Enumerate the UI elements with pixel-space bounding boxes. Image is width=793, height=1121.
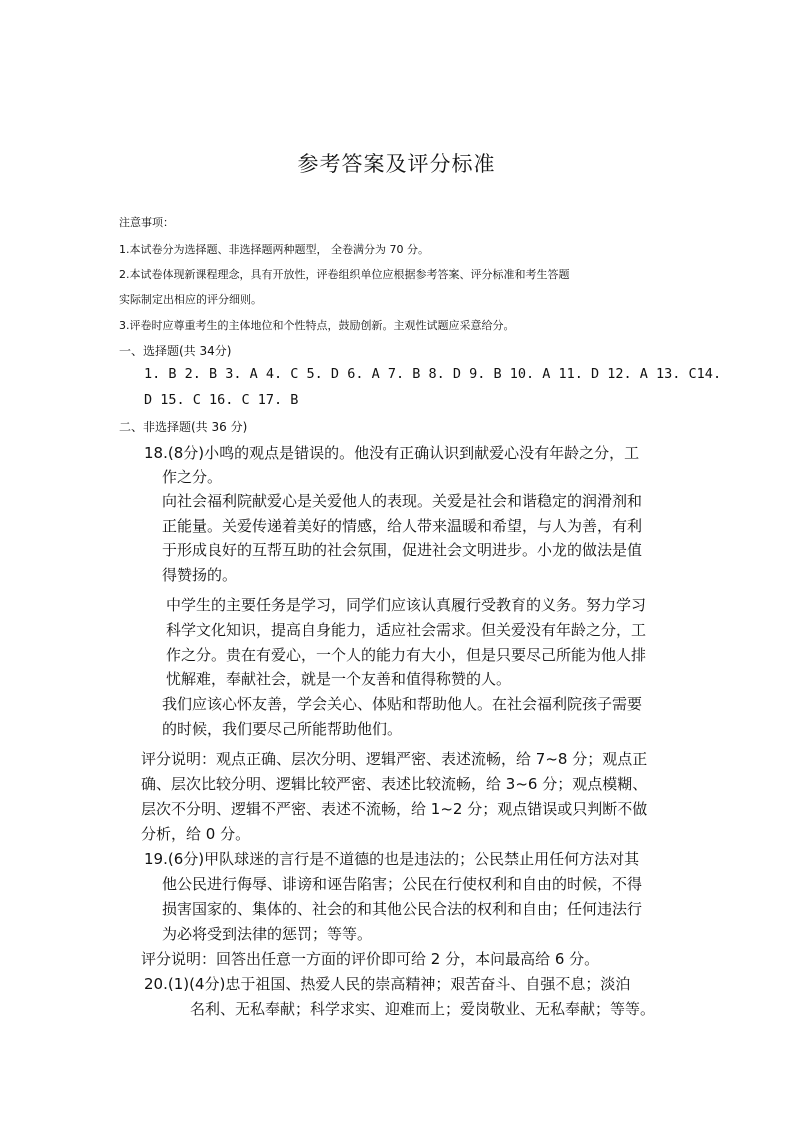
notes-item: 实际制定出相应的评分细则。	[119, 293, 262, 306]
q19-line: 为必将受到法律的惩罚；等等。	[162, 925, 373, 943]
notes-item: 3.评卷时应尊重考生的主体地位和个性特点，鼓励创新。主观性试题应采意给分。	[119, 319, 515, 332]
page-title: 参考答案及评分标准	[297, 152, 496, 176]
q20-line: 20.(1)(4分)忠于祖国、热爱人民的崇高精神；艰苦奋斗、自强不息；淡泊	[144, 975, 631, 993]
answer-line: 1. B 2. B 3. A 4. C 5. D 6. A 7. B 8. D 9. B 10. A 11. D 12. A 13. C14.	[144, 366, 722, 382]
answer-line: D 15. C 16. C 17. B	[144, 392, 299, 408]
notes-item: 2.本试卷体现新课程理念，具有开放性，评卷组织单位应根据参考答案、评分标准和考生答题	[119, 268, 570, 281]
section-heading: 二、非选择题(共 36 分)	[119, 420, 248, 434]
q18-line: 我们应该心怀友善，学会关心、体贴和帮助他人。在社会福利院孩子需要	[162, 695, 643, 713]
scoring-line: 评分说明：回答出任意一方面的评价即可给 2 分，本问最高给 6 分。	[141, 950, 600, 968]
scoring-line: 评分说明：观点正确、层次分明、逻辑严密、表述流畅，给 7~8 分；观点正	[141, 750, 648, 768]
section-heading: 一、选择题(共 34分)	[119, 344, 232, 358]
q18-line: 作之分。贵在有爱心，一个人的能力有大小，但是只要尽己所能为他人排	[166, 646, 647, 664]
q18-line: 中学生的主要任务是学习，同学们应该认真履行受教育的义务。努力学习	[166, 596, 647, 614]
q19-line: 19.(6分)甲队球迷的言行是不道德的也是违法的；公民禁止用任何方法对其	[144, 850, 640, 868]
q18-line: 向社会福利院献爱心是关爱他人的表现。关爱是社会和谐稳定的润滑剂和	[162, 492, 643, 510]
q18-line: 作之分。	[162, 468, 223, 486]
q18-line: 科学文化知识，提高自身能力，适应社会需求。但关爱没有年龄之分，工	[166, 621, 647, 639]
q18-line: 忧解难，奉献社会，就是一个友善和值得称赞的人。	[166, 670, 512, 688]
q20-line: 名利、无私奉献；科学求实、迎难而上；爱岗敬业、无私奉献；等等。	[190, 1000, 656, 1018]
notes-heading: 注意事项：	[119, 216, 174, 229]
q19-line: 损害国家的、集体的、社会的和其他公民合法的权利和自由；任何违法行	[162, 900, 643, 918]
q18-line: 于形成良好的互帮互助的社会氛围，促进社会文明进步。小龙的做法是值	[162, 541, 643, 559]
q18-line: 的时候，我们要尽己所能帮助他们。	[162, 720, 403, 738]
scoring-line: 确、层次比较分明、逻辑比较严密、表述比较流畅，给 3~6 分；观点模糊、	[141, 775, 648, 793]
q18-line: 18.(8分)小鸣的观点是错误的。他没有正确认识到献爱心没有年龄之分，工	[144, 444, 640, 462]
scoring-line: 层次不分明、逻辑不严密、表述不流畅，给 1~2 分；观点错误或只判断不做	[141, 800, 648, 818]
q18-line: 正能量。关爱传递着美好的情感，给人带来温暖和希望，与人为善，有利	[162, 517, 643, 535]
scoring-line: 分析，给 0 分。	[141, 825, 251, 843]
q18-line: 得赞扬的。	[162, 566, 238, 584]
q19-line: 他公民进行侮辱、诽谤和诬告陷害；公民在行使权利和自由的时候，不得	[162, 875, 643, 893]
notes-item: 1.本试卷分为选择题、非选择题两种题型， 全卷满分为 70 分。	[119, 243, 429, 256]
